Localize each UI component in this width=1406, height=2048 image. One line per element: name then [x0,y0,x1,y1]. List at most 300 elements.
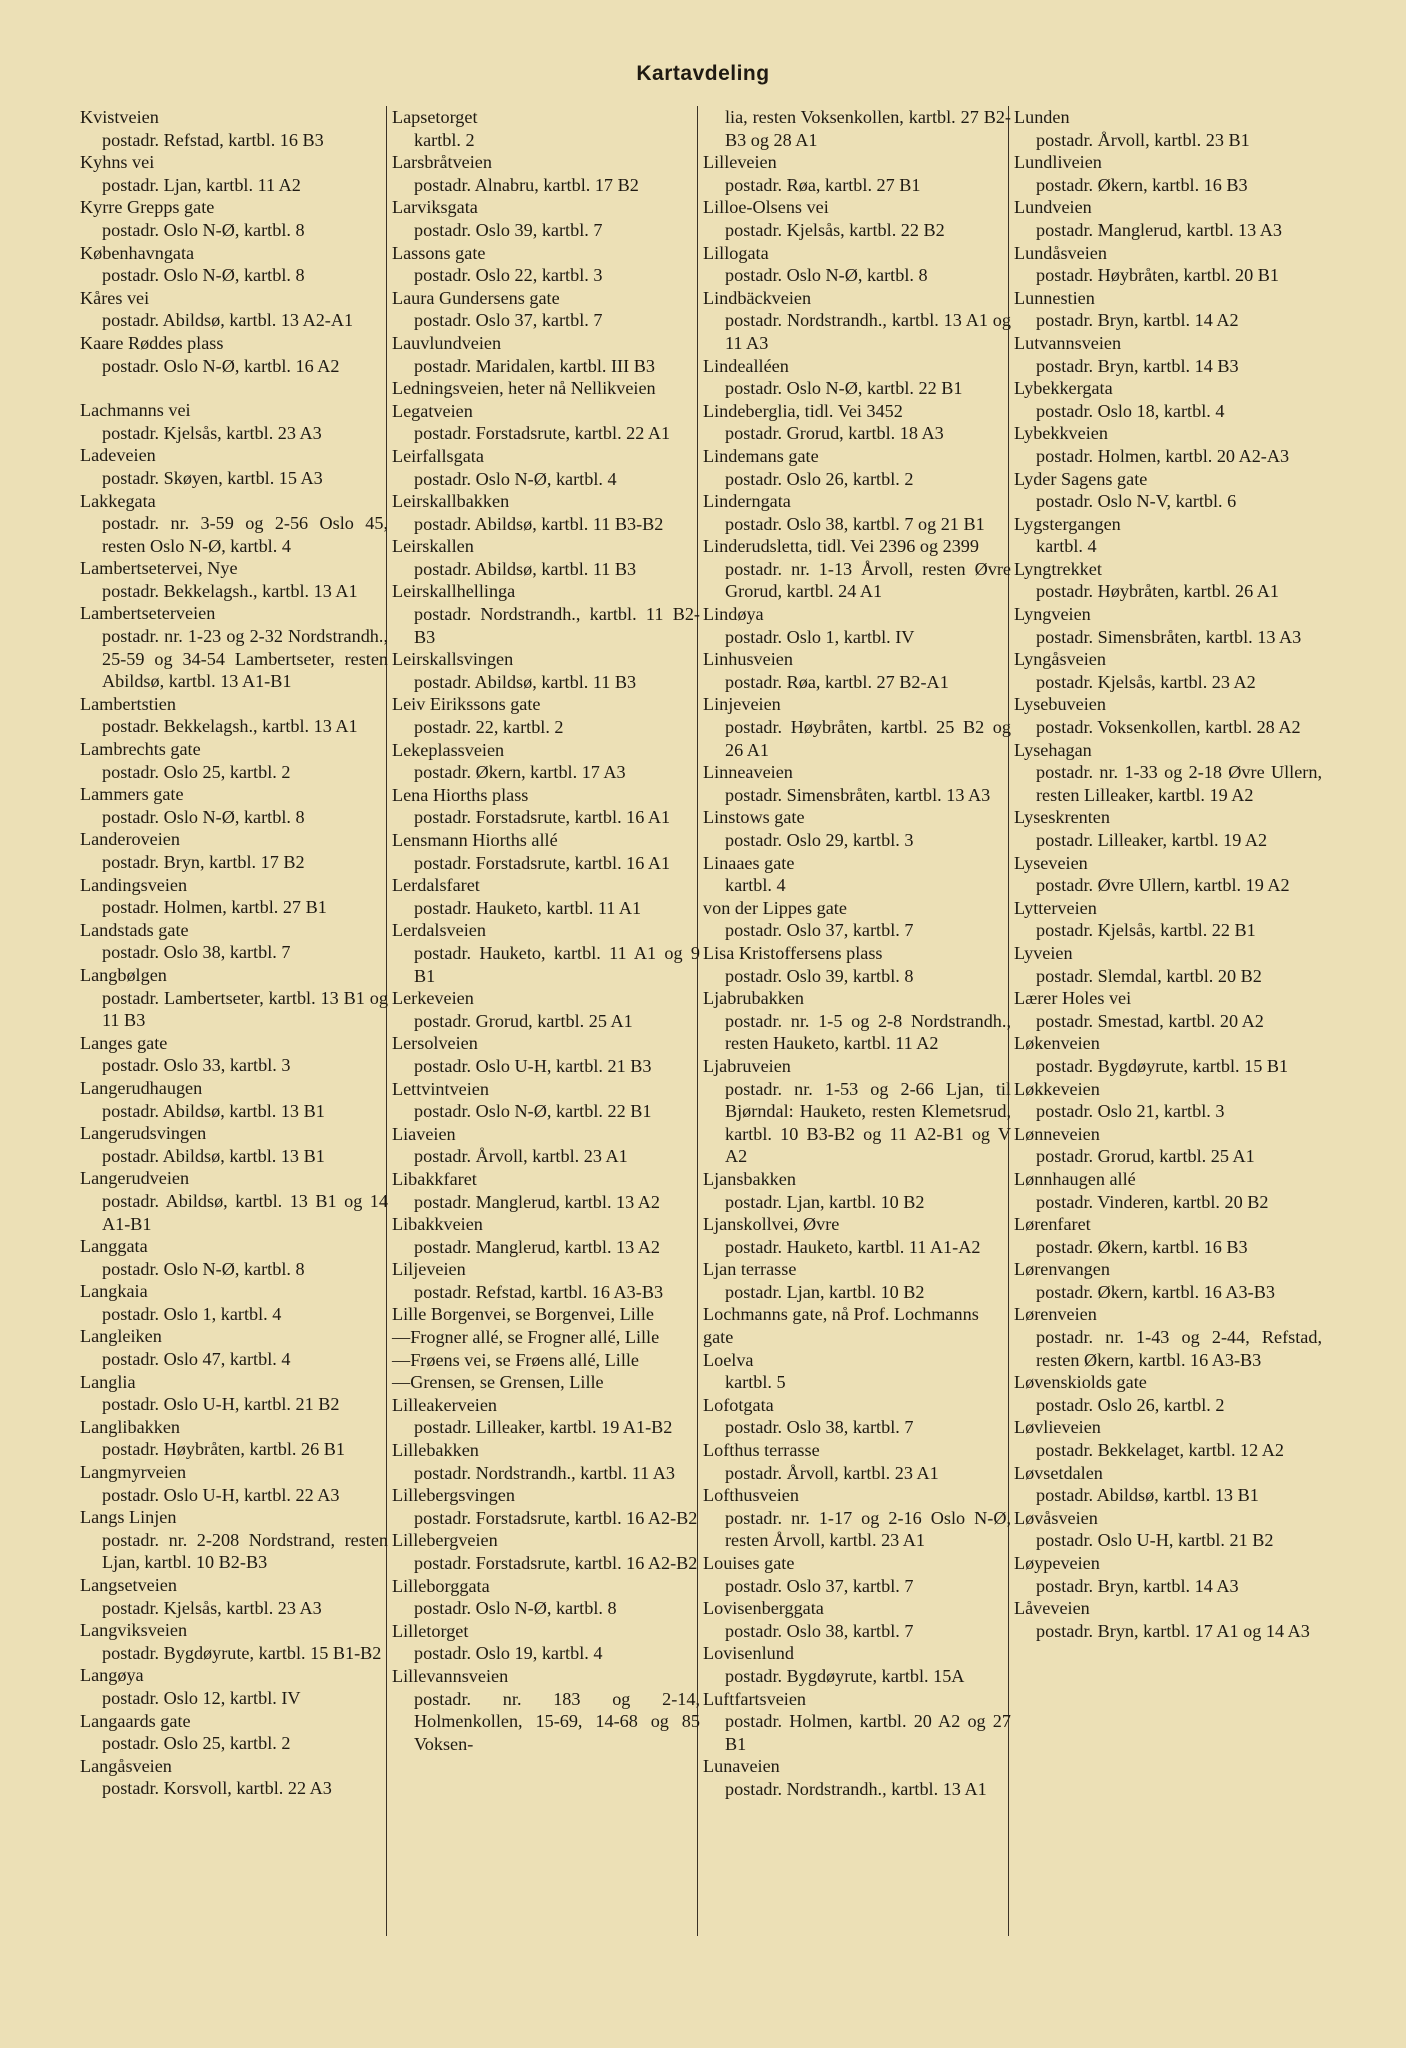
street-name: Leirskallen [392,536,474,557]
postal-map-reference: postadr. Lilleaker, kartbl. 19 A1-B2 [414,1417,673,1438]
street-entry [80,242,388,287]
street-name: Langs Linjen [80,1507,177,1528]
street-name: Lovisenlund [703,1643,794,1664]
column-2 [392,106,700,1755]
street-name: —Frøens vei, se Frøens allé, Lille [392,1349,639,1370]
street-name: Lilleborggata [392,1575,490,1596]
postal-map-reference: postadr. Oslo 37, kartbl. 7 [725,1575,914,1596]
postal-map-reference: postadr. Oslo 29, kartbl. 3 [725,830,914,850]
street-name: Langes gate [80,1032,168,1053]
postal-map-reference: postadr. Refstad, kartbl. 16 A3-B3 [414,1281,664,1302]
postal-map-reference: postadr. Forstadsrute, kartbl. 16 A1 [414,807,671,828]
street-name: Lilloe-Olsens vei [703,197,829,218]
postal-map-reference: kartbl. 2 [414,129,475,150]
street-entry [1014,377,1322,422]
postal-map-reference: postadr. Årvoll, kartbl. 23 B1 [1036,129,1250,150]
street-name: Lovisenberggata [703,1598,824,1619]
street-name: Leirskallbakken [392,491,510,512]
postal-map-reference: postadr. Abildsø, kartbl. 11 B3-B2 [414,513,664,534]
street-name: Ljanskollvei, Øvre [703,1214,840,1235]
street-name: Lisa Kristoffersens plass [703,942,883,963]
postal-map-reference: postadr. Oslo 37, kartbl. 7 [725,920,914,941]
street-entry [392,739,700,784]
street-entry [703,400,1011,445]
street-entry [80,287,388,332]
column-4 [1014,106,1322,1642]
postal-map-reference: postadr. Oslo 12, kartbl. IV [102,1687,301,1708]
street-name: Ljabrubakken [703,988,804,1009]
postal-map-reference: postadr. Bekkelaget, kartbl. 12 A2 [1036,1440,1285,1461]
postal-map-reference: postadr. Oslo 47, kartbl. 4 [102,1349,291,1370]
street-entry [80,1710,388,1755]
street-name: Leirskallhellinga [392,581,516,602]
street-entry [1014,942,1322,987]
street-entry [1014,603,1322,648]
street-entry [392,287,700,332]
street-entry [703,445,1011,490]
postal-map-reference: postadr. nr. 1-13 Årvoll, resten Øvre Grorud, kartbl. 24 A1 [725,558,1011,602]
street-entry [1014,242,1322,287]
street-entry [703,106,1011,151]
postal-map-reference: postadr. Lambertseter, kartbl. 13 B1 og 11 B3 [102,987,388,1031]
street-entry [80,106,388,151]
street-entry [1014,1462,1322,1507]
street-name: Lachmanns vei [80,400,191,421]
street-name: Langkaia [80,1281,148,1302]
street-entry [703,151,1011,196]
postal-map-reference: postadr. nr. 1-53 og 2-66 Ljan, til Bjørndal: Hauketo, resten Klemetsrud, kartbl. 10 B3-B2 og 11 A2-B1 og V A2 [725,1078,1011,1167]
street-entry [80,1619,388,1664]
street-name: Lygstergangen [1014,513,1121,534]
postal-map-reference: postadr. Simensbråten, kartbl. 13 A3 [725,784,991,805]
street-entry [392,377,700,400]
postal-map-reference: postadr. Hauketo, kartbl. 11 A1-A2 [725,1236,981,1257]
street-entry [1014,332,1322,377]
postal-map-reference: postadr. Oslo 22, kartbl. 3 [414,265,603,286]
street-name: Lambrechts gate [80,739,201,760]
street-name: Langviksveien [80,1620,188,1641]
street-entry [703,1642,1011,1687]
street-name: Langgata [80,1236,148,1257]
postal-map-reference: postadr. Oslo 1, kartbl. 4 [102,1303,282,1324]
street-name: Løkkeveien [1014,1078,1100,1099]
street-entry [1014,1416,1322,1461]
postal-map-reference: postadr. Røa, kartbl. 27 B2-A1 [725,671,949,692]
street-name: Lyngtrekket [1014,558,1102,579]
street-entry [703,535,1011,603]
street-name: Lunnestien [1014,287,1095,308]
street-name: Lysehagan [1014,739,1092,760]
postal-map-reference: kartbl. 4 [725,875,786,896]
postal-map-reference: postadr. Simensbråten, kartbl. 13 A3 [1036,626,1302,647]
street-name: Løypeveien [1014,1553,1100,1573]
street-entry [392,242,700,287]
street-entry [1014,558,1322,603]
street-name: Liljeveien [392,1259,466,1280]
street-entry [392,1258,700,1303]
street-entry [703,1055,1011,1168]
postal-map-reference: postadr. nr. 1-5 og 2-8 Nordstrandh., resten Hauketo, kartbl. 11 A2 [725,1010,1011,1054]
postal-map-reference: postadr. nr. 2-208 Nordstrand, resten Ljan, kartbl. 10 B2-B3 [102,1529,388,1573]
street-entry [1014,1552,1322,1597]
street-entry [80,1325,388,1370]
street-name: Langerudsvingen [80,1123,207,1144]
street-name: Lambertstien [80,693,176,714]
postal-map-reference: postadr. Holmen, kartbl. 27 B1 [102,897,327,918]
postal-map-reference: postadr. Skøyen, kartbl. 15 A3 [102,467,323,488]
postal-map-reference: postadr. Slemdal, kartbl. 20 B2 [1036,965,1262,986]
street-entry [1014,987,1322,1032]
postal-map-reference: postadr. Ljan, kartbl. 10 B2 [725,1281,925,1302]
street-name: Lapsetorget [392,107,478,127]
postal-map-reference: postadr. Lilleaker, kartbl. 19 A2 [1036,830,1268,850]
postal-map-reference: postadr. Ljan, kartbl. 10 B2 [725,1191,925,1212]
street-entry [80,1122,388,1167]
street-name: Københavngata [80,242,195,263]
street-name: Liaveien [392,1123,456,1144]
street-name: Lyder Sagens gate [1014,468,1148,489]
postal-map-reference: postadr. Oslo 38, kartbl. 7 [725,1620,914,1641]
street-entry [703,761,1011,806]
postal-map-reference: postadr. Abildsø, kartbl. 13 B1 og 14 A1-B1 [102,1190,388,1234]
street-entry [1014,1371,1322,1416]
street-entry [1014,468,1322,513]
street-entry [392,1123,700,1168]
street-entry [392,535,700,580]
street-name: Lyngåsveien [1014,649,1106,670]
street-entry [80,1755,388,1800]
street-entry [703,242,1011,287]
street-name: Ljabruveien [703,1055,791,1076]
street-name: Lekeplassveien [392,739,505,760]
street-entry [392,1303,700,1326]
street-entry [80,151,388,196]
street-name: Lindbäckveien [703,287,812,308]
street-name: Lyseveien [1014,852,1088,873]
postal-map-reference: postadr. Bygdøyrute, kartbl. 15 B1-B2 [102,1642,382,1663]
street-entry [1014,1168,1322,1213]
street-name: —Frogner allé, se Frogner allé, Lille [392,1327,660,1348]
street-entry [392,987,700,1032]
postal-map-reference: postadr. Grorud, kartbl. 25 A1 [1036,1146,1255,1167]
street-name: Løkenveien [1014,1033,1100,1054]
street-entry [1014,648,1322,693]
postal-map-reference: postadr. Kjelsås, kartbl. 23 A3 [102,422,322,443]
street-entry [392,829,700,874]
postal-map-reference: postadr. nr. 183 og 2-14, Holmenkollen, 15-69, 14-68 og 85 Voksen- [414,1688,700,1754]
street-entry [392,1394,700,1439]
street-name: —Grensen, se Grensen, Lille [392,1372,604,1393]
street-name: Lysebuveien [1014,694,1106,715]
street-entry [703,1394,1011,1439]
postal-map-reference: postadr. Kjelsås, kartbl. 23 A3 [102,1597,322,1618]
street-entry [80,1506,388,1574]
postal-map-reference: postadr. Abildsø, kartbl. 11 B3 [414,671,637,692]
postal-map-reference: postadr. Nordstrandh., kartbl. 13 A1 og 11 A3 [725,310,1011,353]
street-entry [80,738,388,783]
street-name: Landstads gate [80,919,189,940]
street-entry [703,1168,1011,1213]
street-name: Lofthus terrasse [703,1440,820,1461]
street-entry [392,1620,700,1665]
street-name: Løvåsveien [1014,1507,1098,1528]
street-name: Løvlieveien [1014,1417,1101,1438]
street-entry [1014,897,1322,942]
postal-map-reference: postadr. Bryn, kartbl. 14 A2 [1036,310,1239,331]
postal-map-reference: postadr. Oslo 37, kartbl. 7 [414,310,603,331]
postal-map-reference: postadr. Oslo 38, kartbl. 7 [102,942,291,963]
postal-map-reference: postadr. Økern, kartbl. 16 B3 [1036,1236,1248,1257]
street-name: Lybekkergata [1014,378,1113,399]
street-entry [1014,1303,1322,1371]
postal-map-reference: postadr. Oslo N-Ø, kartbl. 8 [102,1258,305,1279]
postal-map-reference: postadr. Forstadsrute, kartbl. 16 A1 [414,852,671,873]
postal-map-reference: postadr. nr. 1-17 og 2-16 Oslo N-Ø, resten Årvoll, kartbl. 23 A1 [725,1507,1011,1551]
street-entry [80,693,388,738]
street-entry [392,580,700,648]
postal-map-reference: postadr. Årvoll, kartbl. 23 A1 [725,1462,939,1483]
postal-map-reference: postadr. Holmen, kartbl. 20 A2 og 27 B1 [725,1711,1011,1754]
street-name: Lindøya [703,604,764,625]
postal-map-reference: postadr. Grorud, kartbl. 25 A1 [414,1010,633,1031]
postal-map-reference: postadr. Øvre Ullern, kartbl. 19 A2 [1036,875,1290,896]
postal-map-reference: postadr. Refstad, kartbl. 16 B3 [102,129,324,150]
street-entry [703,987,1011,1055]
street-entry [392,1439,700,1484]
street-entry [392,1168,700,1213]
street-entry [1014,1597,1322,1642]
postal-map-reference: postadr. Oslo N-Ø, kartbl. 22 B1 [414,1101,652,1122]
street-entry [80,602,388,692]
street-entry [80,399,388,444]
street-entry [392,1032,700,1077]
street-entry [392,1484,700,1529]
postal-map-reference: postadr. Oslo N-Ø, kartbl. 8 [414,1598,617,1619]
postal-map-reference: postadr. nr. 1-43 og 2-44, Refstad, resten Økern, kartbl. 16 A3-B3 [1036,1327,1322,1370]
street-entry [1014,151,1322,196]
street-entry [1014,287,1322,332]
postal-map-reference: postadr. Vinderen, kartbl. 20 B2 [1036,1191,1269,1212]
street-entry [80,444,388,489]
postal-map-reference: postadr. Oslo 19, kartbl. 4 [414,1643,603,1664]
street-entry [703,287,1011,355]
street-entry [80,919,388,964]
postal-map-reference: postadr. Forstadsrute, kartbl. 16 A2-B2 [414,1507,698,1528]
street-entry [392,106,700,151]
street-name: Ledningsveien, heter nå Nellikveien [392,378,656,399]
street-entry [1014,106,1322,151]
street-name: Larsbråtveien [392,152,492,173]
street-entry [1014,1123,1322,1168]
street-entry [392,1078,700,1123]
street-name: Linjeveien [703,694,781,715]
street-name: Langerudveien [80,1168,190,1189]
street-entry [1014,693,1322,738]
street-name: Kyrre Grepps gate [80,197,215,218]
street-name: Låveveien [1014,1598,1090,1619]
street-name: Langsetveien [80,1575,177,1595]
street-entry [80,874,388,919]
postal-map-reference: postadr. Oslo 39, kartbl. 7 [414,219,603,240]
postal-map-reference: postadr. Korsvoll, kartbl. 22 A3 [102,1778,332,1799]
street-entry [1014,422,1322,467]
street-entry [1014,1032,1322,1077]
street-name: Lammers gate [80,784,184,805]
postal-map-reference: postadr. Oslo 38, kartbl. 7 og 21 B1 [725,513,985,534]
street-name: Langåsveien [80,1755,172,1776]
street-entry [703,355,1011,400]
street-entry [703,1258,1011,1303]
postal-map-reference: postadr. Oslo N-V, kartbl. 6 [1036,491,1237,512]
street-name: Lillebakken [392,1440,479,1461]
street-entry [1014,852,1322,897]
postal-map-reference: lia, resten Voksenkollen, kartbl. 27 B2-B3 og 28 A1 [725,107,1011,150]
street-name: Lindealléen [703,355,789,376]
street-name: Leiv Eirikssons gate [392,694,541,715]
street-entry [392,1371,700,1394]
street-entry [703,1439,1011,1484]
postal-map-reference: postadr. Abildsø, kartbl. 13 B1 [102,1100,325,1121]
postal-map-reference: postadr. Oslo 25, kartbl. 2 [102,761,291,782]
street-name: Linderudsletta, tidl. Vei 2396 og 2399 [703,536,979,557]
street-name: Landingsveien [80,874,188,895]
postal-map-reference: postadr. Høybråten, kartbl. 25 B2 og 26 A1 [725,717,1011,760]
postal-map-reference: postadr. Kjelsås, kartbl. 22 B1 [1036,920,1256,941]
street-name: Lerdalsveien [392,920,486,941]
column-3 [703,106,1011,1801]
street-entry [80,1371,388,1416]
street-entry [392,196,700,241]
postal-map-reference: postadr. Oslo 25, kartbl. 2 [102,1733,291,1754]
page-title: Kartavdeling [636,62,770,85]
postal-map-reference: postadr. Oslo 39, kartbl. 8 [725,965,914,986]
street-entry [703,603,1011,648]
street-entry [1014,1258,1322,1303]
street-name: Laura Gundersens gate [392,287,560,308]
street-entry [703,806,1011,851]
street-name: Lille Borgenvei, se Borgenvei, Lille [392,1304,654,1325]
postal-map-reference: postadr. Økern, kartbl. 16 A3-B3 [1036,1281,1275,1302]
street-name: Lindeberglia, tidl. Vei 3452 [703,400,903,421]
street-name: Lettvintveien [392,1078,489,1099]
street-name: Løvenskiolds gate [1014,1372,1147,1393]
postal-map-reference: postadr. Bryn, kartbl. 17 B2 [102,852,305,872]
street-entry [392,1575,700,1620]
street-name: Libakkfaret [392,1168,477,1189]
street-entry [80,1077,388,1122]
postal-map-reference: postadr. Oslo 33, kartbl. 3 [102,1055,291,1076]
postal-map-reference: postadr. Manglerud, kartbl. 13 A2 [414,1236,661,1257]
street-name: Lyngveien [1014,604,1091,625]
street-entry [80,332,388,377]
postal-map-reference: postadr. Voksenkollen, kartbl. 28 A2 [1036,717,1301,738]
street-entry [80,1032,388,1077]
street-name: Lambertseterveien [80,603,216,624]
street-name: Legatveien [392,400,473,421]
postal-map-reference: postadr. Røa, kartbl. 27 B1 [725,174,921,195]
street-name: Lørenvangen [1014,1259,1110,1280]
postal-map-reference: postadr. Maridalen, kartbl. III B3 [414,355,655,376]
street-entry [392,400,700,445]
postal-map-reference: postadr. Oslo 38, kartbl. 7 [725,1417,914,1438]
street-entry [703,1213,1011,1258]
street-entry [392,1529,700,1574]
street-name: Lønneveien [1014,1123,1100,1144]
street-name: Lundåsveien [1014,242,1107,263]
postal-map-reference: postadr. Økern, kartbl. 16 B3 [1036,174,1248,195]
street-name: Lunden [1014,107,1070,127]
postal-map-reference: postadr. Bygdøyrute, kartbl. 15A [725,1665,965,1686]
postal-map-reference: postadr. Alnabru, kartbl. 17 B2 [414,174,639,195]
street-entry [80,1664,388,1709]
street-name: Lakkegata [80,490,156,511]
postal-map-reference: postadr. Abildsø, kartbl. 13 B1 [102,1145,325,1166]
street-entry [703,942,1011,987]
street-entry [703,648,1011,693]
street-name: Lena Hiorths plass [392,784,529,805]
postal-map-reference: postadr. Oslo U-H, kartbl. 22 A3 [102,1484,340,1505]
street-entry [80,1416,388,1461]
postal-map-reference: postadr. Oslo N-Ø, kartbl. 22 B1 [725,378,963,399]
postal-map-reference: postadr. Bekkelagsh., kartbl. 13 A1 [102,716,358,737]
street-entry [80,1167,388,1235]
street-entry [703,196,1011,241]
street-name: Løvsetdalen [1014,1462,1103,1483]
postal-map-reference: postadr. Bryn, kartbl. 17 A1 og 14 A3 [1036,1620,1310,1641]
street-entry [703,1552,1011,1597]
street-entry [1014,1213,1322,1258]
postal-map-reference: postadr. Forstadsrute, kartbl. 22 A1 [414,423,671,444]
street-entry [1014,806,1322,851]
street-name: Lambertsetervei, Nye [80,558,238,579]
street-entry [703,1349,1011,1394]
street-name: Loelva [703,1349,754,1370]
street-entry [392,648,700,693]
street-name: Linstows gate [703,807,805,828]
postal-map-reference: postadr. Oslo N-Ø, kartbl. 16 A2 [102,355,340,376]
street-name: Linaaes gate [703,852,795,873]
postal-map-reference: postadr. nr. 1-23 og 2-32 Nordstrandh., 25-59 og 34-54 Lambertseter, resten Abildsø, kartbl. 13 A1-B1 [102,626,388,692]
postal-map-reference: postadr. Oslo 26, kartbl. 2 [725,468,914,489]
street-name: Lørenveien [1014,1304,1097,1325]
postal-map-reference: postadr. Kjelsås, kartbl. 22 B2 [725,219,945,240]
postal-map-reference: postadr. Oslo N-Ø, kartbl. 8 [102,219,305,240]
street-entry [703,1688,1011,1756]
street-entry [392,1326,700,1349]
postal-map-reference: postadr. Nordstrandh., kartbl. 11 B2-B3 [414,604,700,647]
street-name: Lensmann Hiorths allé [392,830,558,850]
street-entry [703,1755,1011,1800]
street-entry [1014,1078,1322,1123]
street-entry [80,1280,388,1325]
street-entry [1014,513,1322,558]
street-entry [80,490,388,558]
postal-map-reference: postadr. Manglerud, kartbl. 13 A2 [414,1191,661,1212]
postal-map-reference: postadr. Høybråten, kartbl. 20 B1 [1036,265,1279,286]
street-name: Lyveien [1014,942,1073,963]
postal-map-reference: postadr. Oslo 1, kartbl. IV [725,626,915,647]
street-name: Lerdalsfaret [392,875,480,896]
street-name: Lilleveien [703,152,777,173]
postal-map-reference: postadr. Hauketo, kartbl. 11 A1 og 9 B1 [414,942,700,986]
street-name: Lersolveien [392,1033,478,1054]
street-name: Langøya [80,1665,144,1686]
postal-map-reference: postadr. Oslo 26, kartbl. 2 [1036,1394,1225,1415]
postal-map-reference: postadr. Manglerud, kartbl. 13 A3 [1036,219,1283,240]
street-name: Lørenfaret [1014,1214,1091,1235]
street-entry [80,1235,388,1280]
street-name: Lilletorget [392,1620,469,1641]
